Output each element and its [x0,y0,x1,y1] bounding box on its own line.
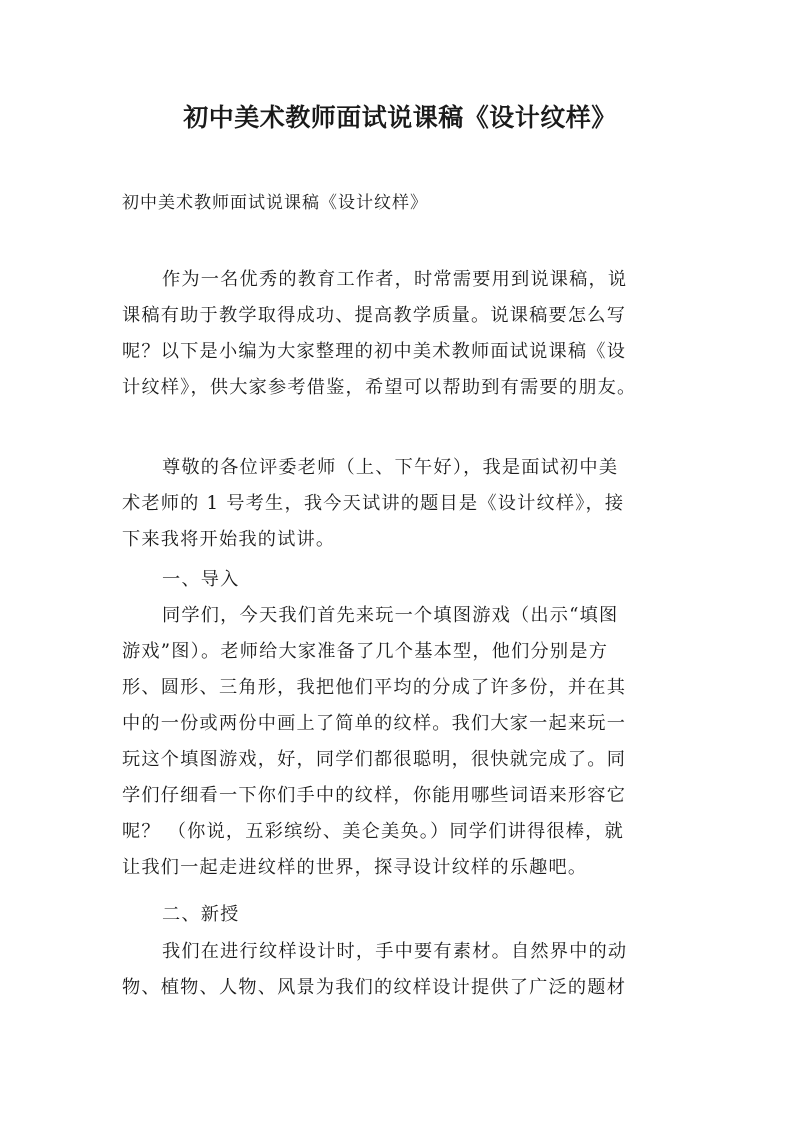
section2-paragraph [122,934,692,1006]
section1-paragraph [122,598,692,886]
document-title: 初中美术教师面试说课稿《设计纹样》 [183,103,617,132]
paragraph-line: 尊敬的各位评委老师（上、下午好），我是面试初中美 [162,457,619,478]
paragraph-line: 我们在进行纹样设计时，手中要有素材。自然界中的动 [162,941,628,962]
section-heading-new-lesson: 二、新授 [162,904,240,925]
paragraph-line: 计纹样》，供大家参考借鉴，希望可以帮助到有需要的朋友。 [122,377,637,398]
paragraph-line: 呢？ （你说，五彩缤纷、美仑美奂。）同学们讲得很棒，就 [122,821,624,842]
paragraph-line: 课稿有助于教学取得成功、提高教学质量。说课稿要怎么写 [122,305,627,326]
paragraph-line: 同学们，今天我们首先来玩一个填图游戏（出示“填图 [162,605,619,626]
paragraph-line: 物、植物、人物、风景为我们的纹样设计提供了广泛的题材 [122,977,627,998]
paragraph-line: 作为一名优秀的教育工作者，时常需要用到说课稿，说 [162,269,628,290]
paragraph-line: 下来我将开始我的试讲。 [122,529,336,550]
paragraph-line: 玩这个填图游戏，好，同学们都很聪明，很快就完成了。同 [122,749,627,770]
greeting-paragraph [122,450,692,558]
paragraph-line: 让我们一起走进纹样的世界，探寻设计纹样的乐趣吧。 [122,857,588,878]
section-heading-intro: 一、导入 [162,569,240,590]
paragraph-line: 游戏”图）。老师给大家准备了几个基本型，他们分别是方 [122,641,609,662]
paragraph-line: 形、圆形、三角形，我把他们平均的分成了许多份，并在其 [122,677,627,698]
intro-paragraph [122,262,692,406]
paragraph-line: 中的一份或两份中画上了简单的纹样。我们大家一起来玩一 [122,713,627,734]
paragraph-line: 学们仔细看一下你们手中的纹样，你能用哪些词语来形容它 [122,785,627,806]
document-subtitle: 初中美术教师面试说课稿《设计纹样》 [122,193,428,213]
paragraph-line: 呢？以下是小编为大家整理的初中美术教师面试说课稿《设 [122,341,627,362]
paragraph-line: 术老师的 1 号考生，我今天试讲的题目是《设计纹样》，接 [122,493,625,514]
